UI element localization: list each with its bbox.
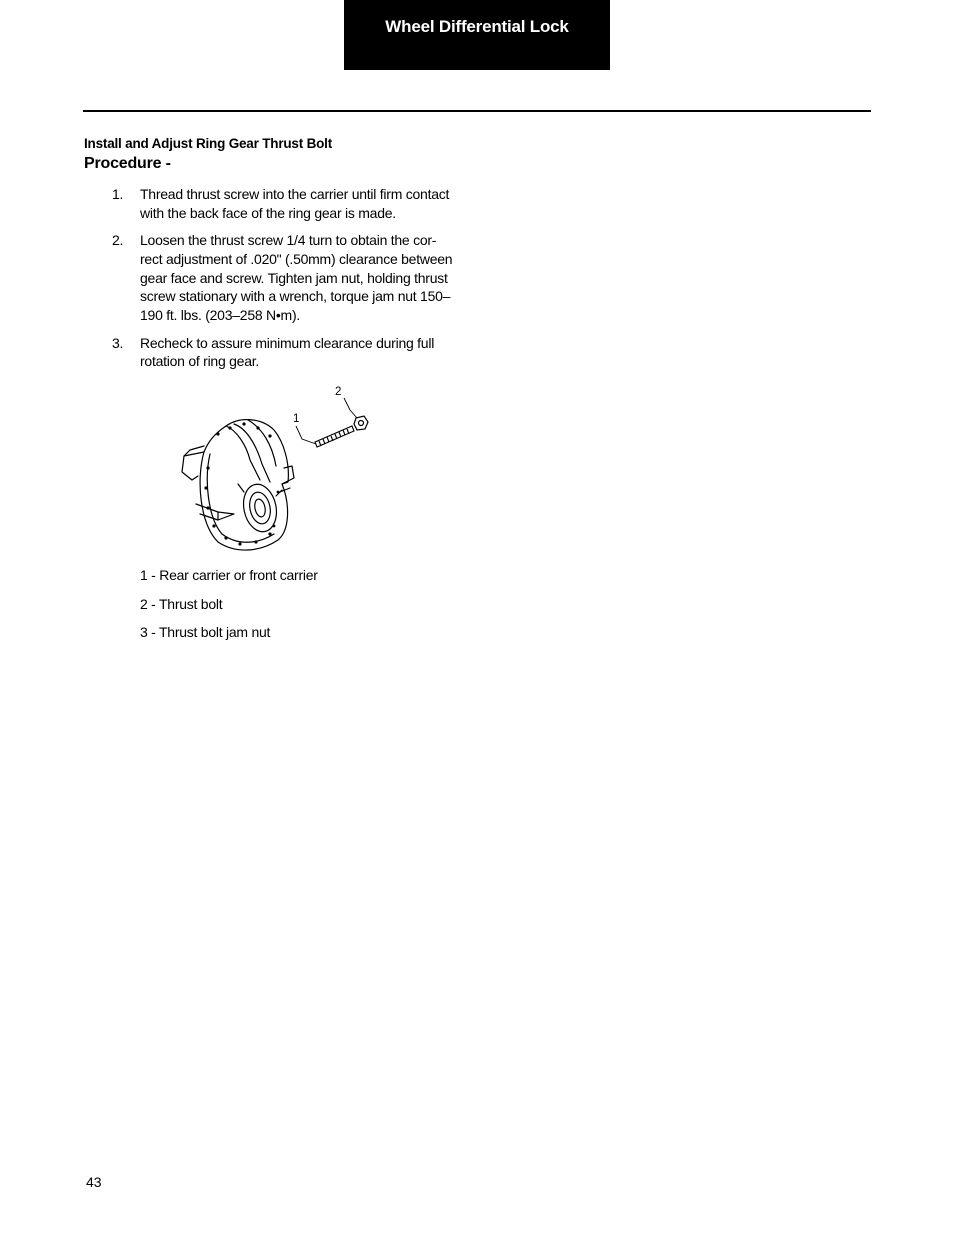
step-number: 1. bbox=[112, 186, 124, 202]
step-line: Thread thrust screw into the carrier until firm contact bbox=[140, 186, 450, 202]
step-line: screw stationary with a wrench, torque jam nut 150– bbox=[140, 288, 451, 305]
procedure-heading: Procedure - bbox=[84, 155, 171, 172]
carrier-thrust-bolt-illustration bbox=[178, 384, 378, 554]
legend-item: 2 - Thrust bolt bbox=[140, 595, 223, 612]
step-line: 190 ft. lbs. (203–258 N•m). bbox=[140, 307, 301, 324]
step-line: Recheck to assure minimum clearance during full bbox=[140, 334, 435, 351]
step-text bbox=[140, 185, 472, 223]
step-line: rect adjustment of .020" (.50mm) clearance between bbox=[140, 250, 453, 267]
legend-item: 3 - Thrust bolt jam nut bbox=[140, 624, 271, 640]
procedure-step-2 bbox=[112, 231, 472, 325]
thrust-bolt bbox=[315, 426, 354, 447]
section-title: Install and Adjust Ring Gear Thrust Bolt bbox=[84, 136, 333, 151]
step-line: Loosen the thrust screw 1/4 turn to obtain the cor- bbox=[140, 232, 437, 249]
step-line: rotation of ring gear. bbox=[140, 353, 260, 370]
figure-legend bbox=[140, 566, 318, 652]
legend-item: 1 - Rear carrier or front carrier bbox=[140, 567, 318, 583]
header-divider bbox=[83, 110, 871, 112]
procedure-steps bbox=[112, 185, 472, 380]
step-line: with the back face of the ring gear is made. bbox=[140, 204, 396, 221]
header-section-title: Wheel Differential Lock bbox=[385, 17, 569, 36]
step-number: 2. bbox=[112, 232, 124, 249]
procedure-step-1 bbox=[112, 185, 472, 223]
step-line: gear face and screw. Tighten jam nut, holding thrust bbox=[140, 269, 448, 286]
step-number: 3. bbox=[112, 334, 124, 351]
page-number: 43 bbox=[86, 1174, 102, 1190]
callout-2: 2 bbox=[335, 386, 342, 398]
step-text bbox=[140, 231, 472, 325]
callout-1: 1 bbox=[293, 413, 300, 425]
carrier-drawing bbox=[178, 384, 378, 554]
thrust-bolt-jam-nut bbox=[354, 416, 368, 430]
procedure-step-3 bbox=[112, 334, 472, 372]
header-section-tab bbox=[344, 0, 610, 70]
carrier-housing bbox=[200, 420, 288, 550]
step-text bbox=[140, 334, 472, 372]
